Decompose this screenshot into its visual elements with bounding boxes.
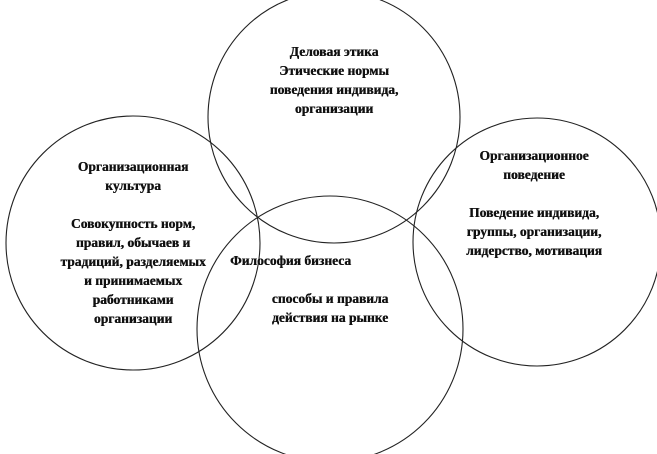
behavior-title-line: Организационное <box>479 148 589 163</box>
philosophy-line: действия на рынке <box>271 310 389 325</box>
ethics-line: Этические нормы <box>279 63 389 78</box>
ethics-block <box>244 42 424 118</box>
philosophy-text-block <box>240 289 420 327</box>
behavior-line: группы, организации, <box>466 224 602 239</box>
culture-line: традиций, разделяемых <box>60 254 206 269</box>
behavior-line: лидерство, мотивация <box>466 243 602 258</box>
ethics-title: Деловая этика <box>289 44 379 59</box>
culture-line: и принимаемых <box>83 273 183 288</box>
behavior-title-line: поведение <box>503 167 565 182</box>
philosophy-block <box>230 251 400 270</box>
culture-block <box>43 157 223 328</box>
behavior-line: Поведение индивида, <box>469 205 599 220</box>
culture-title-line: Организационная <box>77 159 189 174</box>
behavior-block <box>444 146 624 260</box>
culture-line: организации <box>93 311 173 326</box>
culture-title-line: культура <box>105 178 161 193</box>
philosophy-line: способы и правила <box>271 291 389 306</box>
philosophy-title: Философия бизнеса <box>230 253 352 268</box>
culture-line: работниками <box>92 292 174 307</box>
circle-business-ethics <box>208 0 460 243</box>
ethics-line: поведения индивида, <box>269 82 399 97</box>
culture-line: Совокупность норм, <box>70 216 196 231</box>
ethics-line: организации <box>294 101 374 116</box>
culture-line: правил, обычаев и <box>75 235 191 250</box>
